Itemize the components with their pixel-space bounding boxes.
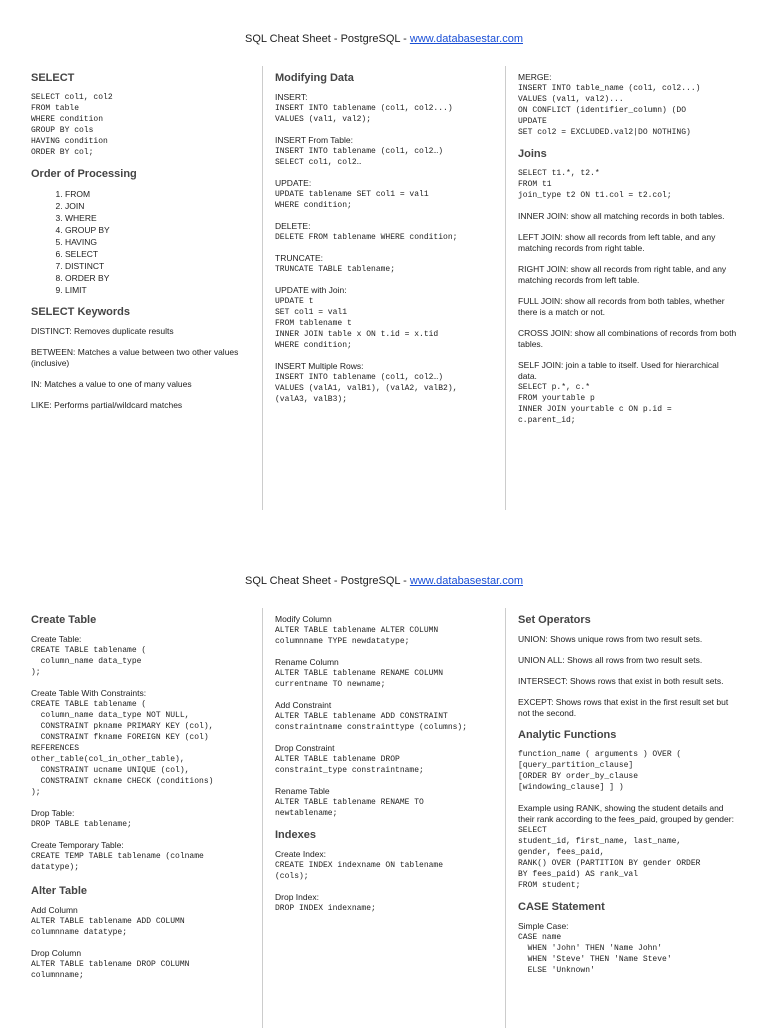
- item-label: Drop Column: [31, 948, 82, 958]
- item-label: Simple Case:: [518, 921, 569, 931]
- join-description: LEFT JOIN: show all records from left table, and any matching records from right table.: [518, 232, 716, 253]
- list-item: 2. JOIN: [65, 200, 253, 212]
- section-title: Alter Table: [31, 885, 88, 897]
- item-label: Modify Column: [275, 614, 332, 624]
- item-label: TRUNCATE:: [275, 253, 324, 263]
- join-description: FULL JOIN: show all records from both tables, whether there is a match or not.: [518, 296, 725, 317]
- section-title: SELECT: [31, 72, 75, 84]
- page-header: SQL Cheat Sheet - PostgreSQL - www.databasestar.com: [244, 575, 523, 587]
- column-1: [31, 72, 253, 421]
- item-label: INSERT From Table:: [275, 135, 353, 145]
- website-link[interactable]: www.databasestar.com: [409, 575, 523, 587]
- code-block: DELETE FROM tablename WHERE condition;: [275, 233, 458, 242]
- page-2: [0, 540, 768, 1024]
- item-label: Add Column: [31, 905, 78, 915]
- item-label: Create Table With Constraints:: [31, 688, 147, 698]
- code-block: INSERT INTO tablename (col1, col2...) VALUES (val1, val2);: [275, 104, 453, 124]
- list-item: 5. HAVING: [65, 236, 253, 248]
- code-block: SELECT col1, col2 FROM table WHERE condition GROUP BY cols HAVING condition ORDER BY col;: [31, 93, 113, 157]
- column-3: [518, 72, 740, 436]
- code-block: TRUNCATE TABLE tablename;: [275, 265, 396, 274]
- list-item: 7. DISTINCT: [65, 260, 253, 272]
- keyword-description: LIKE: Performs partial/wildcard matches: [31, 400, 183, 410]
- item-label: Create Table:: [31, 634, 82, 644]
- code-block: ALTER TABLE tablename ADD CONSTRAINT constraintname constrainttype (columns);: [275, 712, 468, 732]
- column-3: [518, 614, 740, 976]
- item-label: INSERT Multiple Rows:: [275, 361, 364, 371]
- item-label: Create Temporary Table:: [31, 840, 124, 850]
- item-label: UPDATE with Join:: [275, 285, 347, 295]
- website-link[interactable]: www.databasestar.com: [409, 33, 523, 45]
- item-label: Add Constraint: [275, 700, 332, 710]
- code-block: CREATE TEMP TABLE tablename (colname datatype);: [31, 852, 204, 872]
- column-2: [275, 614, 500, 924]
- section-title: Set Operators: [518, 614, 591, 626]
- code-block: ALTER TABLE tablename RENAME TO newtablename;: [275, 798, 424, 818]
- code-block: UPDATE t SET col1 = val1 FROM tablename t INNER JOIN table x ON t.id = x.tid WHERE condition;: [275, 297, 439, 350]
- operator-description: UNION: Shows unique rows from two result sets.: [518, 634, 703, 644]
- item-label: DELETE:: [275, 221, 311, 231]
- code-block: ALTER TABLE tablename ALTER COLUMN columnname TYPE newdatatype;: [275, 626, 439, 646]
- list-item: 8. ORDER BY: [65, 272, 253, 284]
- section-title: CASE Statement: [518, 901, 605, 913]
- column-1: [31, 614, 256, 991]
- join-description: CROSS JOIN: show all combinations of records from both tables.: [518, 328, 737, 349]
- section-title: Analytic Functions: [518, 729, 617, 741]
- code-block: DROP INDEX indexname;: [275, 904, 376, 913]
- item-label: Create Index:: [275, 849, 327, 859]
- section-title: SELECT Keywords: [31, 306, 131, 318]
- code-block: SELECT student_id, first_name, last_name, gender, fees_paid, RANK() OVER (PARTITION BY gender ORDER BY fees_paid) AS rank_val FROM student;: [518, 826, 701, 890]
- join-description: RIGHT JOIN: show all records from right table, and any matching records from left table.: [518, 264, 727, 285]
- keyword-description: DISTINCT: Removes duplicate results: [31, 326, 174, 336]
- item-label: Drop Table:: [31, 808, 75, 818]
- operator-description: UNION ALL: Shows all rows from two result sets.: [518, 655, 703, 665]
- keyword-description: IN: Matches a value to one of many values: [31, 379, 192, 389]
- code-block: function_name ( arguments ) OVER ( [query_partition_clause] [ORDER BY order_by_clause [windowing_clause] ] ): [518, 750, 682, 792]
- column-divider: [505, 66, 506, 510]
- list-item: 4. GROUP BY: [65, 224, 253, 236]
- item-label: Drop Index:: [275, 892, 319, 902]
- list-item: 9. LIMIT: [65, 284, 253, 296]
- column-divider: [262, 608, 263, 1028]
- code-block: ALTER TABLE tablename DROP COLUMN columnname;: [31, 960, 190, 980]
- code-block: UPDATE tablename SET col1 = val1 WHERE condition;: [275, 190, 429, 210]
- join-description: INNER JOIN: show all matching records in both tables.: [518, 211, 725, 221]
- code-block: SELECT p.*, c.* FROM yourtable p INNER JOIN yourtable c ON p.id = c.parent_id;: [518, 383, 672, 425]
- operator-description: EXCEPT: Shows rows that exist in the first result set but not the second.: [518, 697, 729, 718]
- code-block: CREATE TABLE tablename ( column_name data_type );: [31, 646, 147, 677]
- code-block: ALTER TABLE tablename RENAME COLUMN currentname TO newname;: [275, 669, 444, 689]
- page-header: SQL Cheat Sheet - PostgreSQL - www.databasestar.com: [244, 33, 523, 45]
- column-divider: [505, 608, 506, 1028]
- example-description: Example using RANK, showing the student details and their rank according to the fees_paid, grouped by gender:: [518, 803, 734, 824]
- section-title: Order of Processing: [31, 168, 137, 180]
- processing-order-list: [31, 188, 253, 296]
- column-divider: [262, 66, 263, 510]
- item-label: Rename Table: [275, 786, 330, 796]
- item-label: UPDATE:: [275, 178, 312, 188]
- item-label: Rename Column: [275, 657, 339, 667]
- code-block: CASE name WHEN 'John' THEN 'Name John' WHEN 'Steve' THEN 'Name Steve' ELSE 'Unknown': [518, 933, 672, 975]
- operator-description: INTERSECT: Shows rows that exist in both result sets.: [518, 676, 724, 686]
- column-2: [275, 72, 500, 415]
- list-item: 3. WHERE: [65, 212, 253, 224]
- code-block: ALTER TABLE tablename ADD COLUMN columnname datatype;: [31, 917, 185, 937]
- code-block: SELECT t1.*, t2.* FROM t1 join_type t2 ON t1.col = t2.col;: [518, 169, 672, 200]
- item-label: Drop Constraint: [275, 743, 335, 753]
- code-block: INSERT INTO tablename (col1, col2…) SELECT col1, col2…: [275, 147, 444, 167]
- list-item: 6. SELECT: [65, 248, 253, 260]
- item-label: MERGE:: [518, 72, 552, 82]
- list-item: 1. FROM: [65, 188, 253, 200]
- section-title: Joins: [518, 148, 547, 160]
- code-block: CREATE TABLE tablename ( column_name data_type NOT NULL, CONSTRAINT pkname PRIMARY KEY (col), CONSTRAINT fkname FOREIGN KEY (col) REFERENCES other_table(col_in_other_table), CONSTRAINT ucname UNIQUE (col), CONSTRAINT ckname CHECK (conditions) );: [31, 700, 214, 797]
- code-block: CREATE INDEX indexname ON tablename (cols);: [275, 861, 444, 881]
- code-block: INSERT INTO tablename (col1, col2…) VALUES (valA1, valB1), (valA2, valB2), (valA3, valB3);: [275, 373, 458, 404]
- code-block: INSERT INTO table_name (col1, col2...) VALUES (val1, val2)... ON CONFLICT (identifier_column) (DO UPDATE SET col2 = EXCLUDED.val2|DO NOTHING): [518, 84, 701, 137]
- code-block: ALTER TABLE tablename DROP constraint_type constraintname;: [275, 755, 424, 775]
- section-title: Indexes: [275, 829, 316, 841]
- section-title: Modifying Data: [275, 72, 354, 84]
- join-description: SELF JOIN: join a table to itself. Used for hierarchical data.: [518, 360, 719, 381]
- section-title: Create Table: [31, 614, 97, 626]
- keyword-description: BETWEEN: Matches a value between two other values (inclusive): [31, 347, 239, 368]
- code-block: DROP TABLE tablename;: [31, 820, 132, 829]
- item-label: INSERT:: [275, 92, 308, 102]
